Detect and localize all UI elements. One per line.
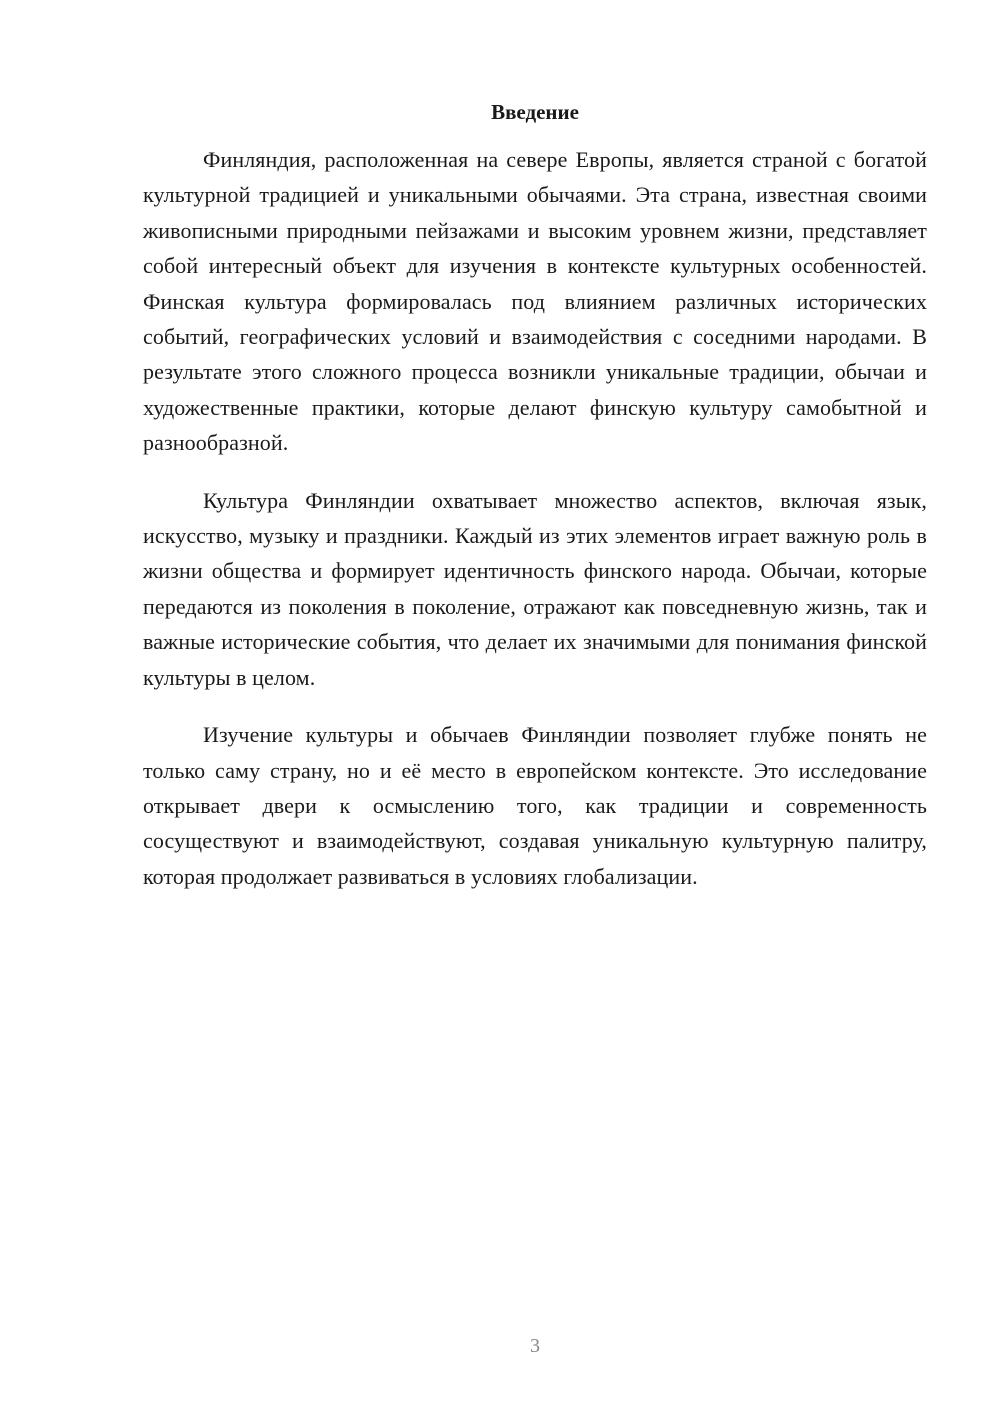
body-text (143, 142, 927, 894)
section-heading: Введение (491, 100, 579, 124)
paragraph-study-significance: Изучение культуры и обычаев Финляндии позволяет глубже понять не только саму страну, но и её место в европейском контексте. Это исследование открывает двери к осмыслению того, как традиции и современность сосуществуют и взаимодействуют, создавая уникальную культурную палитру, которая продолжает развиваться в условиях глобализации. (143, 722, 927, 889)
paragraph-intro: Финляндия, расположенная на севере Европы, является страной с богатой культурной традицией и уникальными обычаями. Эта страна, известная своими живописными природными пейзажами и высоким уровнем жизни, представляет собой интересный объект для изучения в контексте культурных особенностей. Финская культура формировалась под влиянием различных исторических событий, географических условий и взаимодействия с соседними народами. В результате этого сложного процесса возникли уникальные традиции, обычаи и художественные практики, которые делают финскую культуру самобытной и разнообразной. (143, 147, 927, 456)
page-number: 3 (530, 1335, 540, 1357)
paragraph-culture-aspects: Культура Финляндии охватывает множество аспектов, включая язык, искусство, музыку и праздники. Каждый из этих элементов играет важную роль в жизни общества и формирует идентичность финского народа. Обычаи, которые передаются из поколения в поколение, отражают как повседневную жизнь, так и важные исторические события, что делает их значимыми для понимания финской культуры в целом. (143, 487, 927, 690)
